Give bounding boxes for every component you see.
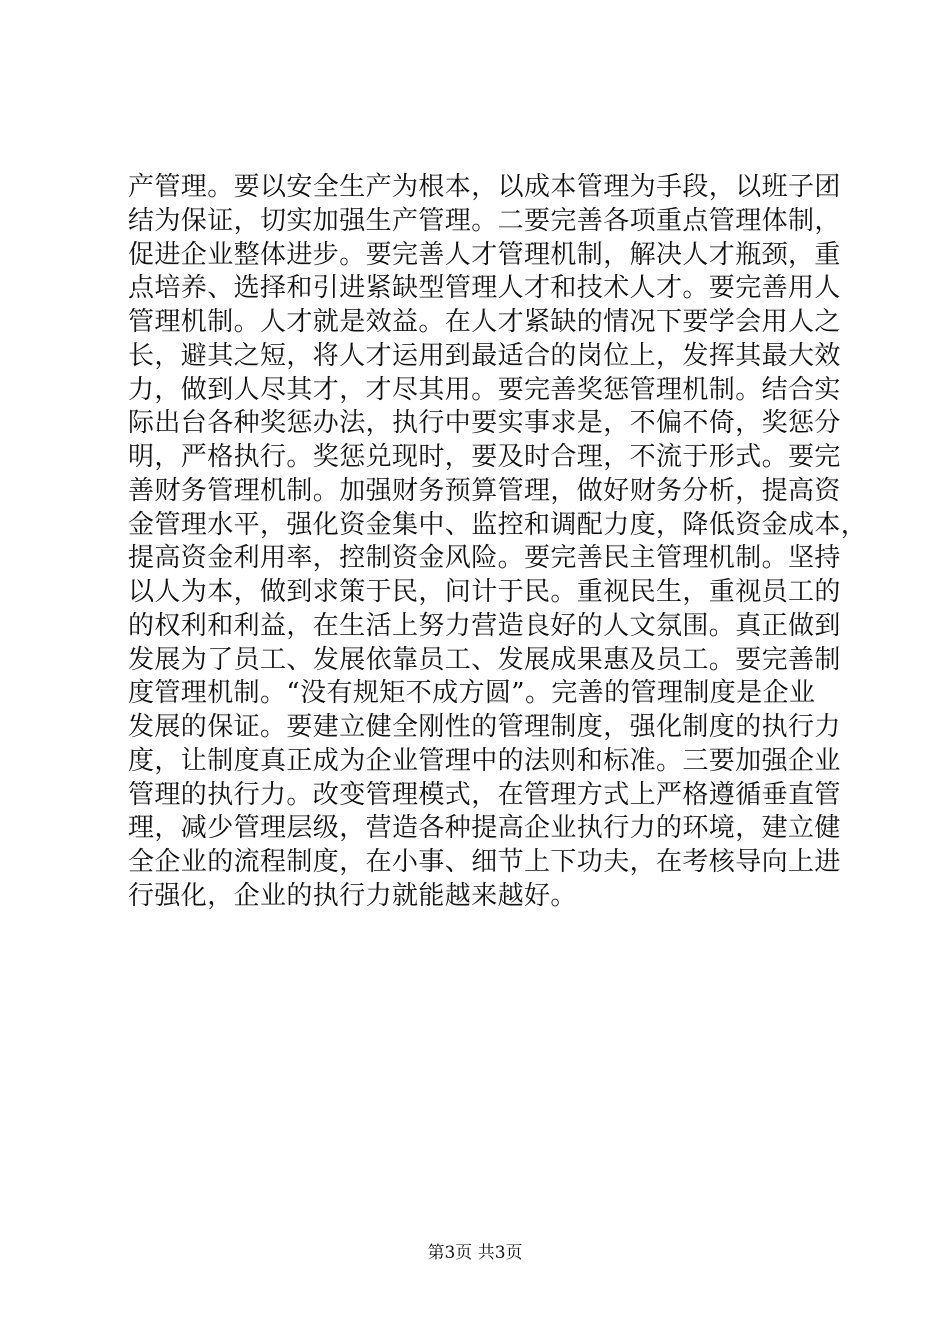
text-line: 促进企业整体进步。要完善人才管理机制，解决人才瓶颈，重	[128, 239, 841, 270]
text-line: 管理的执行力。改变管理模式，在管理方式上严格遵循垂直管	[128, 779, 841, 810]
text-line: 全企业的流程制度，在小事、细节上下功夫，在考核导向上进	[128, 847, 841, 877]
text-line: 的权利和利益，在生活上努力营造良好的人文氛围。真正做到	[128, 610, 841, 641]
text-line: 发展的保证。要建立健全刚性的管理制度，强化制度的执行力	[128, 712, 841, 742]
page-number-footer: 第3页 共3页	[427, 1243, 523, 1263]
body-text	[128, 171, 868, 914]
text-line: 产管理。要以安全生产为根本，以成本管理为手段，以班子团	[128, 172, 841, 202]
text-line: 结为保证，切实加强生产管理。二要完善各项重点管理体制，	[128, 205, 841, 236]
text-line: 力，做到人尽其才，才尽其用。要完善奖惩管理机制。结合实	[128, 374, 841, 405]
text-line: 行强化，企业的执行力就能越来越好。	[128, 880, 577, 911]
text-line: 提高资金利用率，控制资金风险。要完善民主管理机制。坚持	[128, 543, 841, 574]
text-line: 际出台各种奖惩办法，执行中要实事求是，不偏不倚，奖惩分	[128, 408, 841, 439]
text-line: 管理机制。人才就是效益。在人才紧缺的情况下要学会用人之	[128, 307, 841, 337]
text-line: 理，减少管理层级，营造各种提高企业执行力的环境，建立健	[128, 813, 841, 844]
text-line: 度，让制度真正成为企业管理中的法则和标准。三要加强企业	[128, 745, 841, 776]
text-line: 点培养、选择和引进紧缺型管理人才和技术人才。要完善用人	[128, 273, 841, 304]
text-line: 明，严格执行。奖惩兑现时，要及时合理，不流于形式。要完	[128, 442, 841, 472]
text-line: 度管理机制。“没有规矩不成方圆”。完善的管理制度是企业	[128, 678, 816, 709]
text-line: 长，避其之短，将人才运用到最适合的岗位上，发挥其最大效	[128, 340, 841, 371]
text-line: 以人为本，做到求策于民，问计于民。重视民生，重视员工的	[128, 577, 841, 607]
text-line: 发展为了员工、发展依靠员工、发展成果惠及员工。要完善制	[128, 644, 841, 675]
text-line: 善财务管理机制。加强财务预算管理，做好财务分析，提高资	[128, 475, 841, 506]
text-line: 金管理水平，强化资金集中、监控和调配力度，降低资金成本，	[128, 509, 868, 540]
